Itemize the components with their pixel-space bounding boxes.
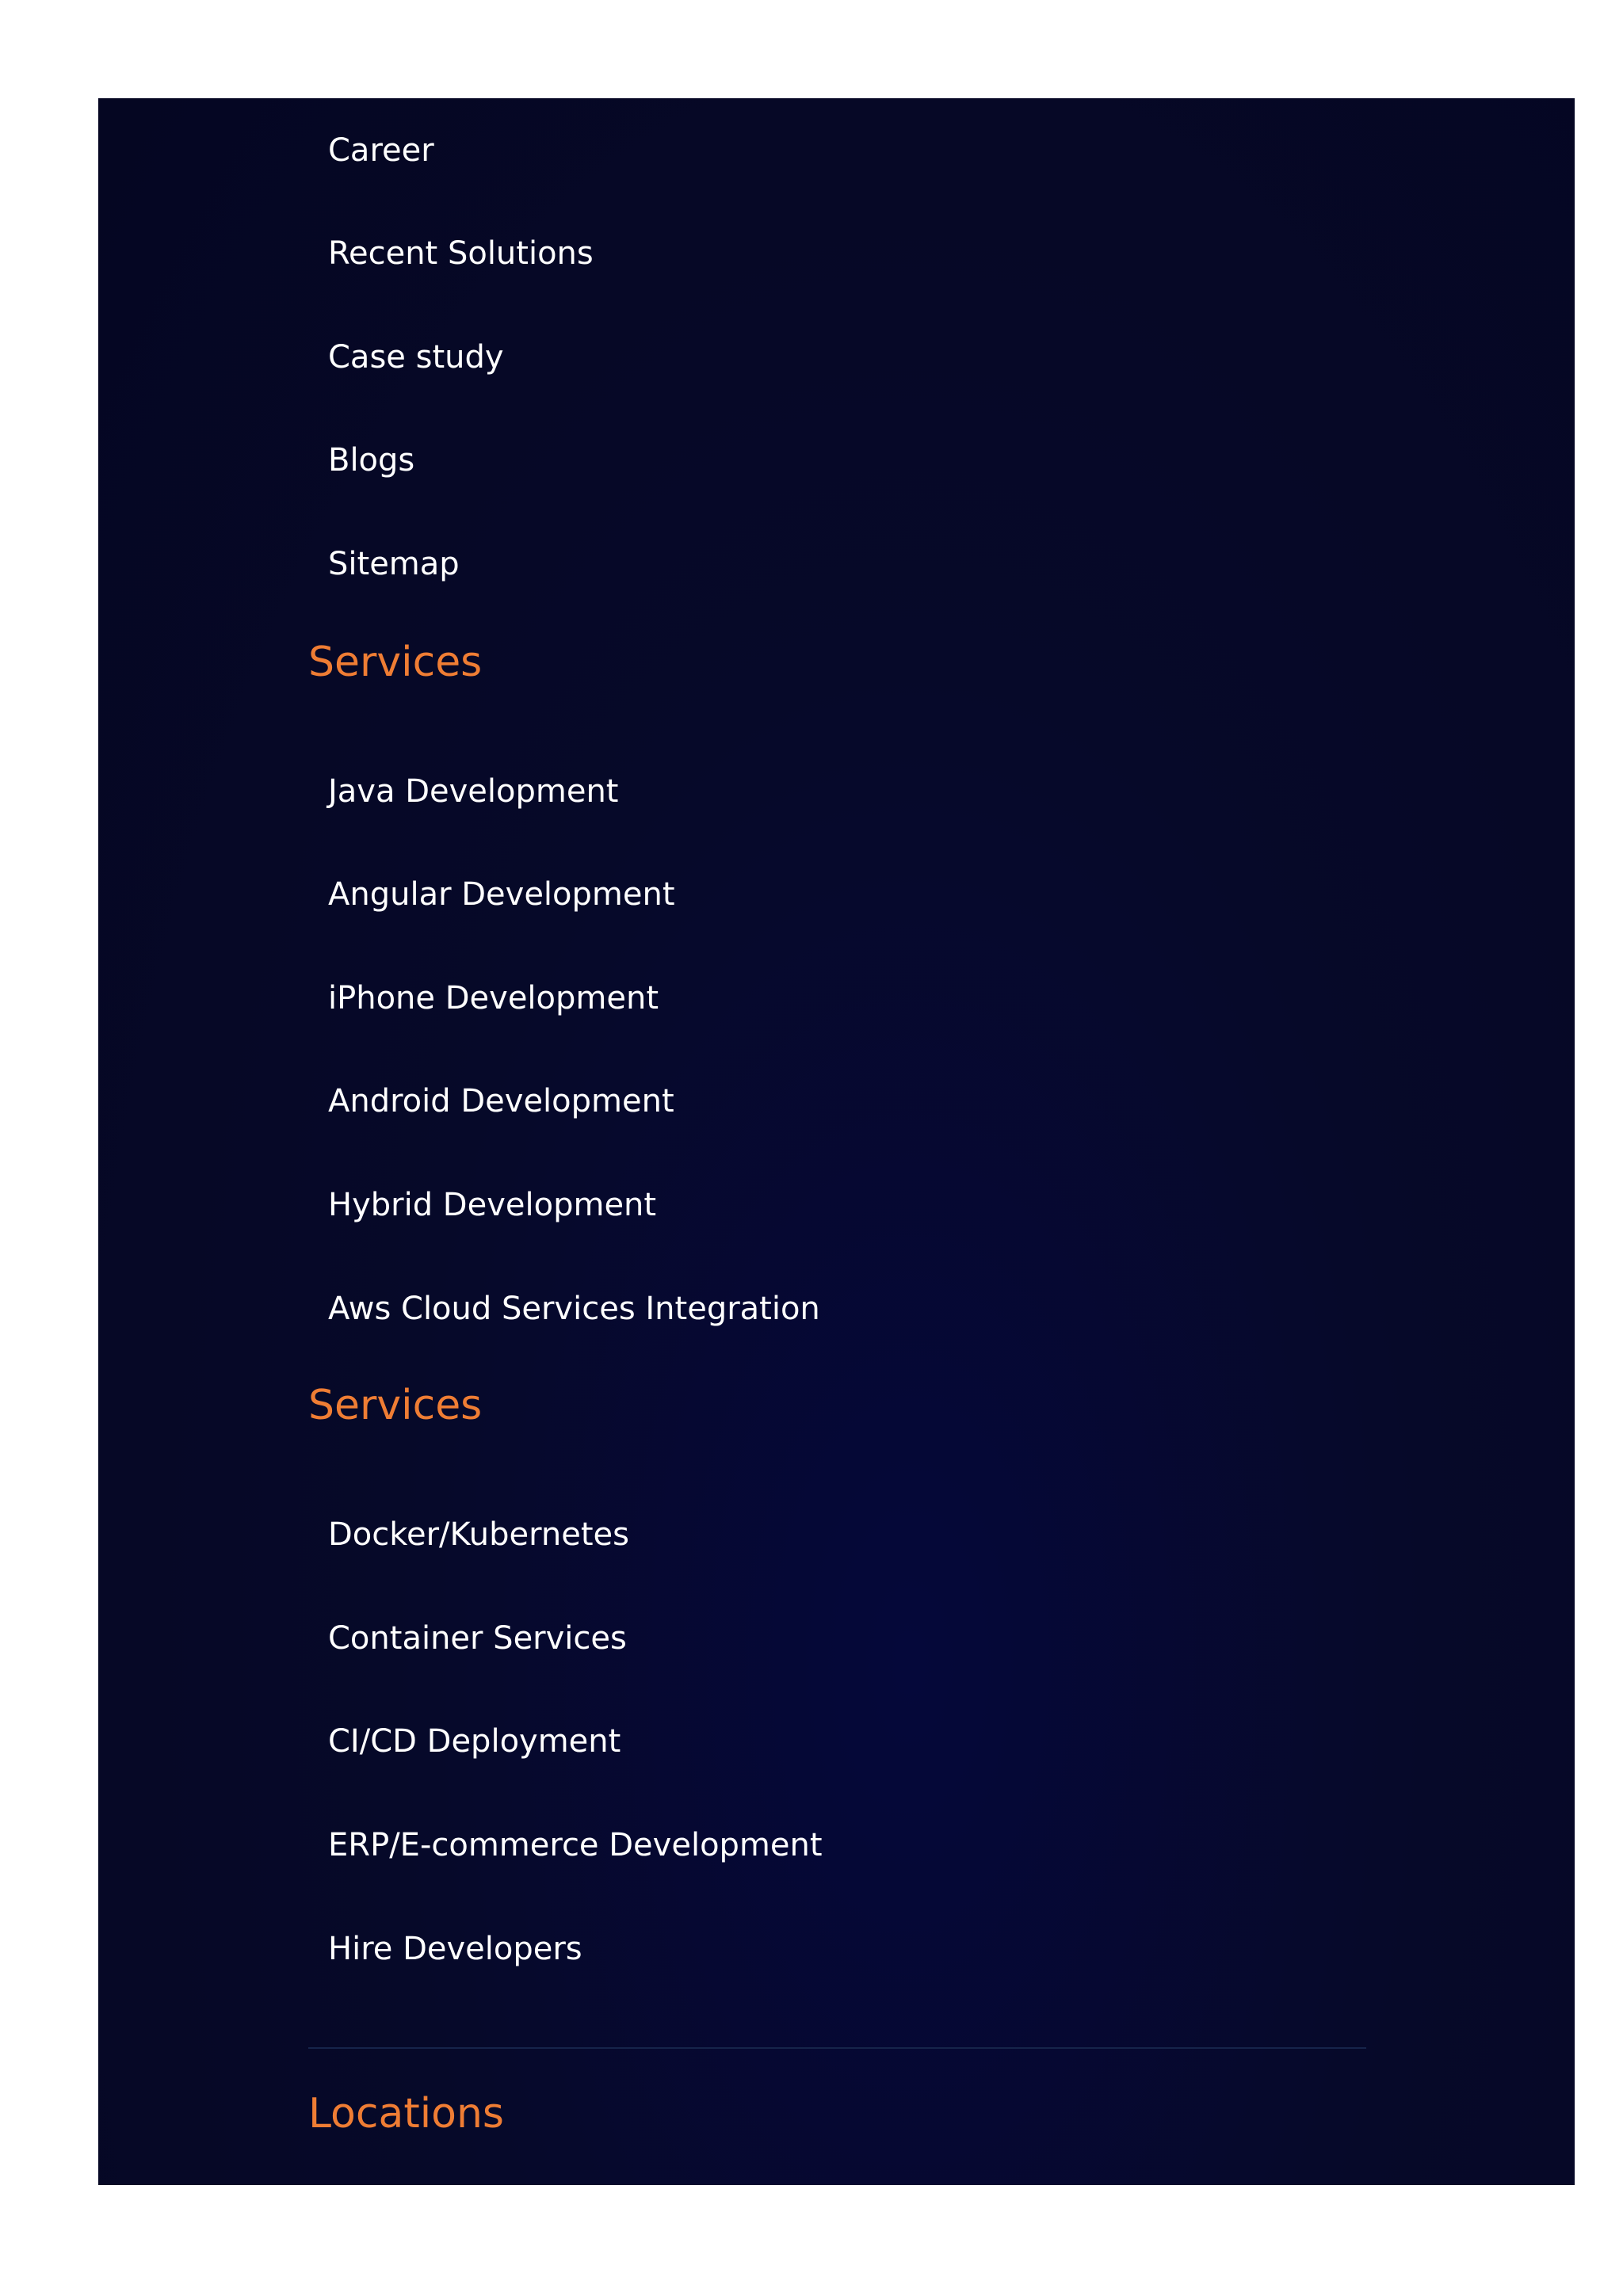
services-heading-1: Services [308, 639, 483, 686]
locations-heading: Locations [308, 2090, 505, 2138]
footer-link-container-services[interactable]: Container Services [328, 1620, 627, 1657]
footer-panel [98, 98, 1575, 2185]
footer-link-docker-kubernetes[interactable]: Docker/Kubernetes [328, 1516, 629, 1553]
footer-link-java-development[interactable]: Java Development [328, 773, 619, 810]
footer-link-blogs[interactable]: Blogs [328, 442, 415, 479]
services-heading-2: Services [308, 1382, 483, 1429]
footer-link-case-study[interactable]: Case study [328, 339, 504, 376]
footer-link-erp-ecommerce[interactable]: ERP/E-commerce Development [328, 1827, 823, 1863]
footer-link-iphone-development[interactable]: iPhone Development [328, 980, 659, 1016]
footer-link-aws-cloud-services[interactable]: Aws Cloud Services Integration [328, 1291, 820, 1327]
footer-link-angular-development[interactable]: Angular Development [328, 876, 675, 913]
footer-link-recent-solutions[interactable]: Recent Solutions [328, 235, 594, 272]
footer-link-sitemap[interactable]: Sitemap [328, 546, 460, 582]
footer-link-hybrid-development[interactable]: Hybrid Development [328, 1187, 657, 1223]
footer-link-hire-developers[interactable]: Hire Developers [328, 1931, 582, 1967]
section-divider [308, 2047, 1366, 2049]
footer-link-career[interactable]: Career [328, 132, 434, 169]
footer-link-ci-cd-deployment[interactable]: CI/CD Deployment [328, 1723, 621, 1760]
footer-link-android-development[interactable]: Android Development [328, 1083, 674, 1119]
